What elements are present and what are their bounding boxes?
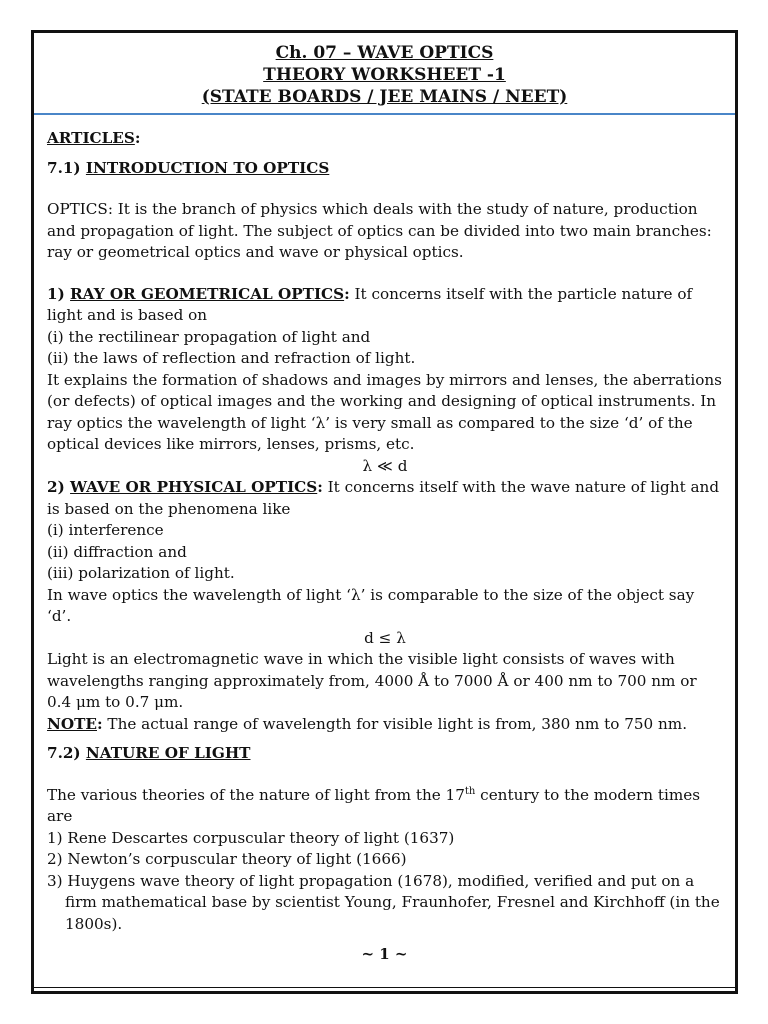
note-label: NOTE <box>47 714 97 733</box>
theory-item-2: 2) Newton’s corpuscular theory of light (1666) <box>47 850 407 868</box>
ray-optics-explanation: It explains the formation of shadows and images by mirrors and lenses, the aberrations (or defects) of optical images and the working and designing of optical instruments. In ray optics the wavelength of light ‘λ’ is very small as compared to the size ‘d’ of the optical devices like mirrors, lenses, prisms, etc. <box>47 370 722 453</box>
ray-item-1: (i) the rectilinear propagation of light and <box>47 327 371 346</box>
theory-item-1: 1) Rene Descartes corpuscular theory of light (1637) <box>47 828 455 847</box>
chapter-title: Ch. 07 – WAVE OPTICS <box>275 43 494 63</box>
page-border-inner-line <box>34 987 735 988</box>
wave-item-2: (ii) diffraction and <box>47 542 187 561</box>
header-divider <box>34 113 735 115</box>
worksheet-body <box>47 128 723 935</box>
worksheet-header <box>34 42 735 108</box>
theory-item-3: 3) Huygens wave theory of light propagation (1678), modified, verified and put on a firm mathematical base by scientist Young, Fraunhofer, Fresnel and Kirchhoff (in the 1800s). <box>47 871 720 933</box>
ray-optics-title: RAY OR GEOMETRICAL OPTICS <box>70 284 345 303</box>
ray-optics-formula: λ ≪ d <box>362 456 408 475</box>
note-paragraph: NOTE: The actual range of wavelength for visible light is from, 380 nm to 750 nm. <box>47 714 688 733</box>
ray-optics-paragraph: 1) RAY OR GEOMETRICAL OPTICS: It concerns itself with the particle nature of light and is based on <box>47 284 693 324</box>
page-number: ~ 1 ~ <box>361 945 408 963</box>
ray-item-2: (ii) the laws of reflection and refraction of light. <box>47 349 416 367</box>
nature-of-light-intro: The various theories of the nature of light from the 17th century to the modern times are <box>47 785 701 825</box>
wave-item-3: (iii) polarization of light. <box>47 564 235 582</box>
wave-optics-formula: d ≤ λ <box>364 628 406 647</box>
worksheet-title: THEORY WORKSHEET -1 <box>263 65 506 85</box>
wave-item-1: (i) interference <box>47 521 164 539</box>
articles-heading: ARTICLES: <box>47 129 141 147</box>
exam-boards: (STATE BOARDS / JEE MAINS / NEET) <box>201 87 568 107</box>
wave-optics-explanation: In wave optics the wavelength of light ‘λ’ is comparable to the size of the object say ‘d’. <box>47 585 695 625</box>
wave-optics-title: WAVE OR PHYSICAL OPTICS <box>70 478 318 496</box>
section-7-1-heading: 7.1) INTRODUCTION TO OPTICS <box>47 158 330 177</box>
section-7-2-heading: 7.2) NATURE OF LIGHT <box>47 744 251 762</box>
optics-definition: OPTICS: It is the branch of physics which deals with the study of nature, production and propagation of light. The subject of optics can be divided into two main branches: ray or geometrical optics and wave or physical optics. <box>47 200 712 261</box>
visible-light-range: Light is an electromagnetic wave in which the visible light consists of waves with wavelengths ranging approximately from, 4000 Å to 7000 Å or 400 nm to 700 nm or 0.4 μm to 0.7 μm. <box>47 650 697 711</box>
wave-optics-paragraph: 2) WAVE OR PHYSICAL OPTICS: It concerns itself with the wave nature of light and is based on the phenomena like <box>47 478 720 518</box>
